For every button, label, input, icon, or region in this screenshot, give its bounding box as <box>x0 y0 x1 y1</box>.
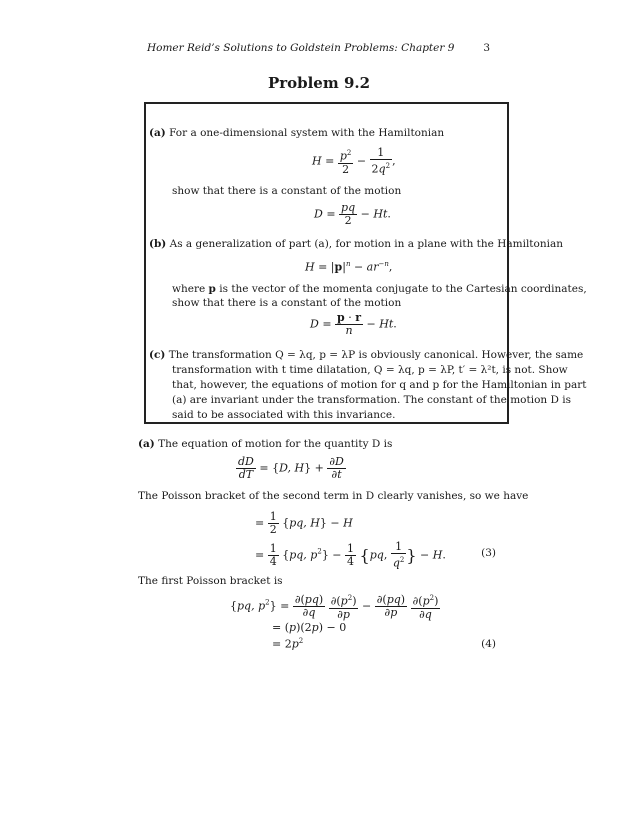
solution-a-label: (a) <box>138 438 155 450</box>
derivation-line-1: = $\frac{1}{2}$ {pq, H} − H <box>255 510 353 536</box>
part-c-line-2: transformation with t time dilatation, Q = λq, p = λP, t′ = λ²t, is not. Show <box>172 364 568 376</box>
running-title: Homer Reid’s Solutions to Goldstein Problems: Chapter 9 <box>147 42 455 54</box>
part-b-text: As a generalization of part (a), for motion in a plane with the Hamiltonian <box>169 238 563 250</box>
running-header <box>147 42 490 54</box>
equation-number-3: (3) <box>481 547 496 559</box>
bracket-line-2: = (p)(2p) − 0 <box>272 621 347 634</box>
solution-a-intro: The equation of motion for the quantity D is <box>158 438 393 450</box>
equation-of-motion: $\frac{dD}{dT}$ = {D, H} + $\frac{\partial D}{\partial t}$ <box>238 455 344 481</box>
equation-number-4: (4) <box>481 638 496 650</box>
constant-motion-equation-b: D = $\frac{p \cdot r}{n}$ − Ht. <box>310 311 397 337</box>
bracket-line-3: = $2p^2$ <box>272 637 304 651</box>
problem-part-b <box>149 237 563 252</box>
problem-title: Problem 9.2 <box>267 74 371 92</box>
part-c-line-4: (a) are invariant under the transformation. The constant of the motion D is <box>172 394 571 406</box>
derivation-line-2: = $\frac{1}{4}$ {pq, $p^2$} − $\frac{1}{4}$ {pq, $\frac{1}{q^2}$ } − H. <box>255 540 446 570</box>
constant-motion-equation-a: D = $\frac{pq}{2}$ − Ht. <box>314 201 391 227</box>
problem-part-c <box>149 348 587 423</box>
part-b-where: where p is the vector of the momenta conjugate to the Cartesian coordinates, <box>172 283 587 295</box>
part-a-text: For a one-dimensional system with the Hamiltonian <box>169 127 445 139</box>
part-c-line-3: that, however, the equations of motion for q and p for the Hamiltonian in part <box>172 379 587 391</box>
hamiltonian-equation-b: $H = |p|^n - ar^{-n}$, <box>305 260 393 274</box>
page-number: 3 <box>483 42 490 54</box>
bracket-expansion: {pq, $p^2$} = $\frac{\partial(pq)}{\partial q}$ $\frac{\partial(p^2)}{\partial p}$ − $\frac{\partial(pq)}{\partial p}$ $\frac{\partial(p^2)}{\partial q}$ <box>230 592 439 621</box>
part-a-label: (a) <box>149 127 166 139</box>
part-c-label: (c) <box>149 349 166 361</box>
part-c-line-1: The transformation Q = λq, p = λP is obviously canonical. However, the same <box>168 349 584 361</box>
problem-part-a <box>149 126 444 141</box>
part-a-show: show that there is a constant of the motion <box>172 185 402 197</box>
hamiltonian-equation-a: H = $\frac{p^2}{2}$ − $\frac{1}{2q^2}$ , <box>312 146 396 176</box>
part-b-label: (b) <box>149 238 167 250</box>
first-bracket-text: The first Poisson bracket is <box>138 575 283 587</box>
part-c-line-5: said to be associated with this invariance. <box>172 409 396 421</box>
part-b-show: show that there is a constant of the motion <box>172 297 402 309</box>
poisson-bracket-text: The Poisson bracket of the second term in D clearly vanishes, so we have <box>138 490 529 502</box>
solution-part-a <box>138 437 392 452</box>
